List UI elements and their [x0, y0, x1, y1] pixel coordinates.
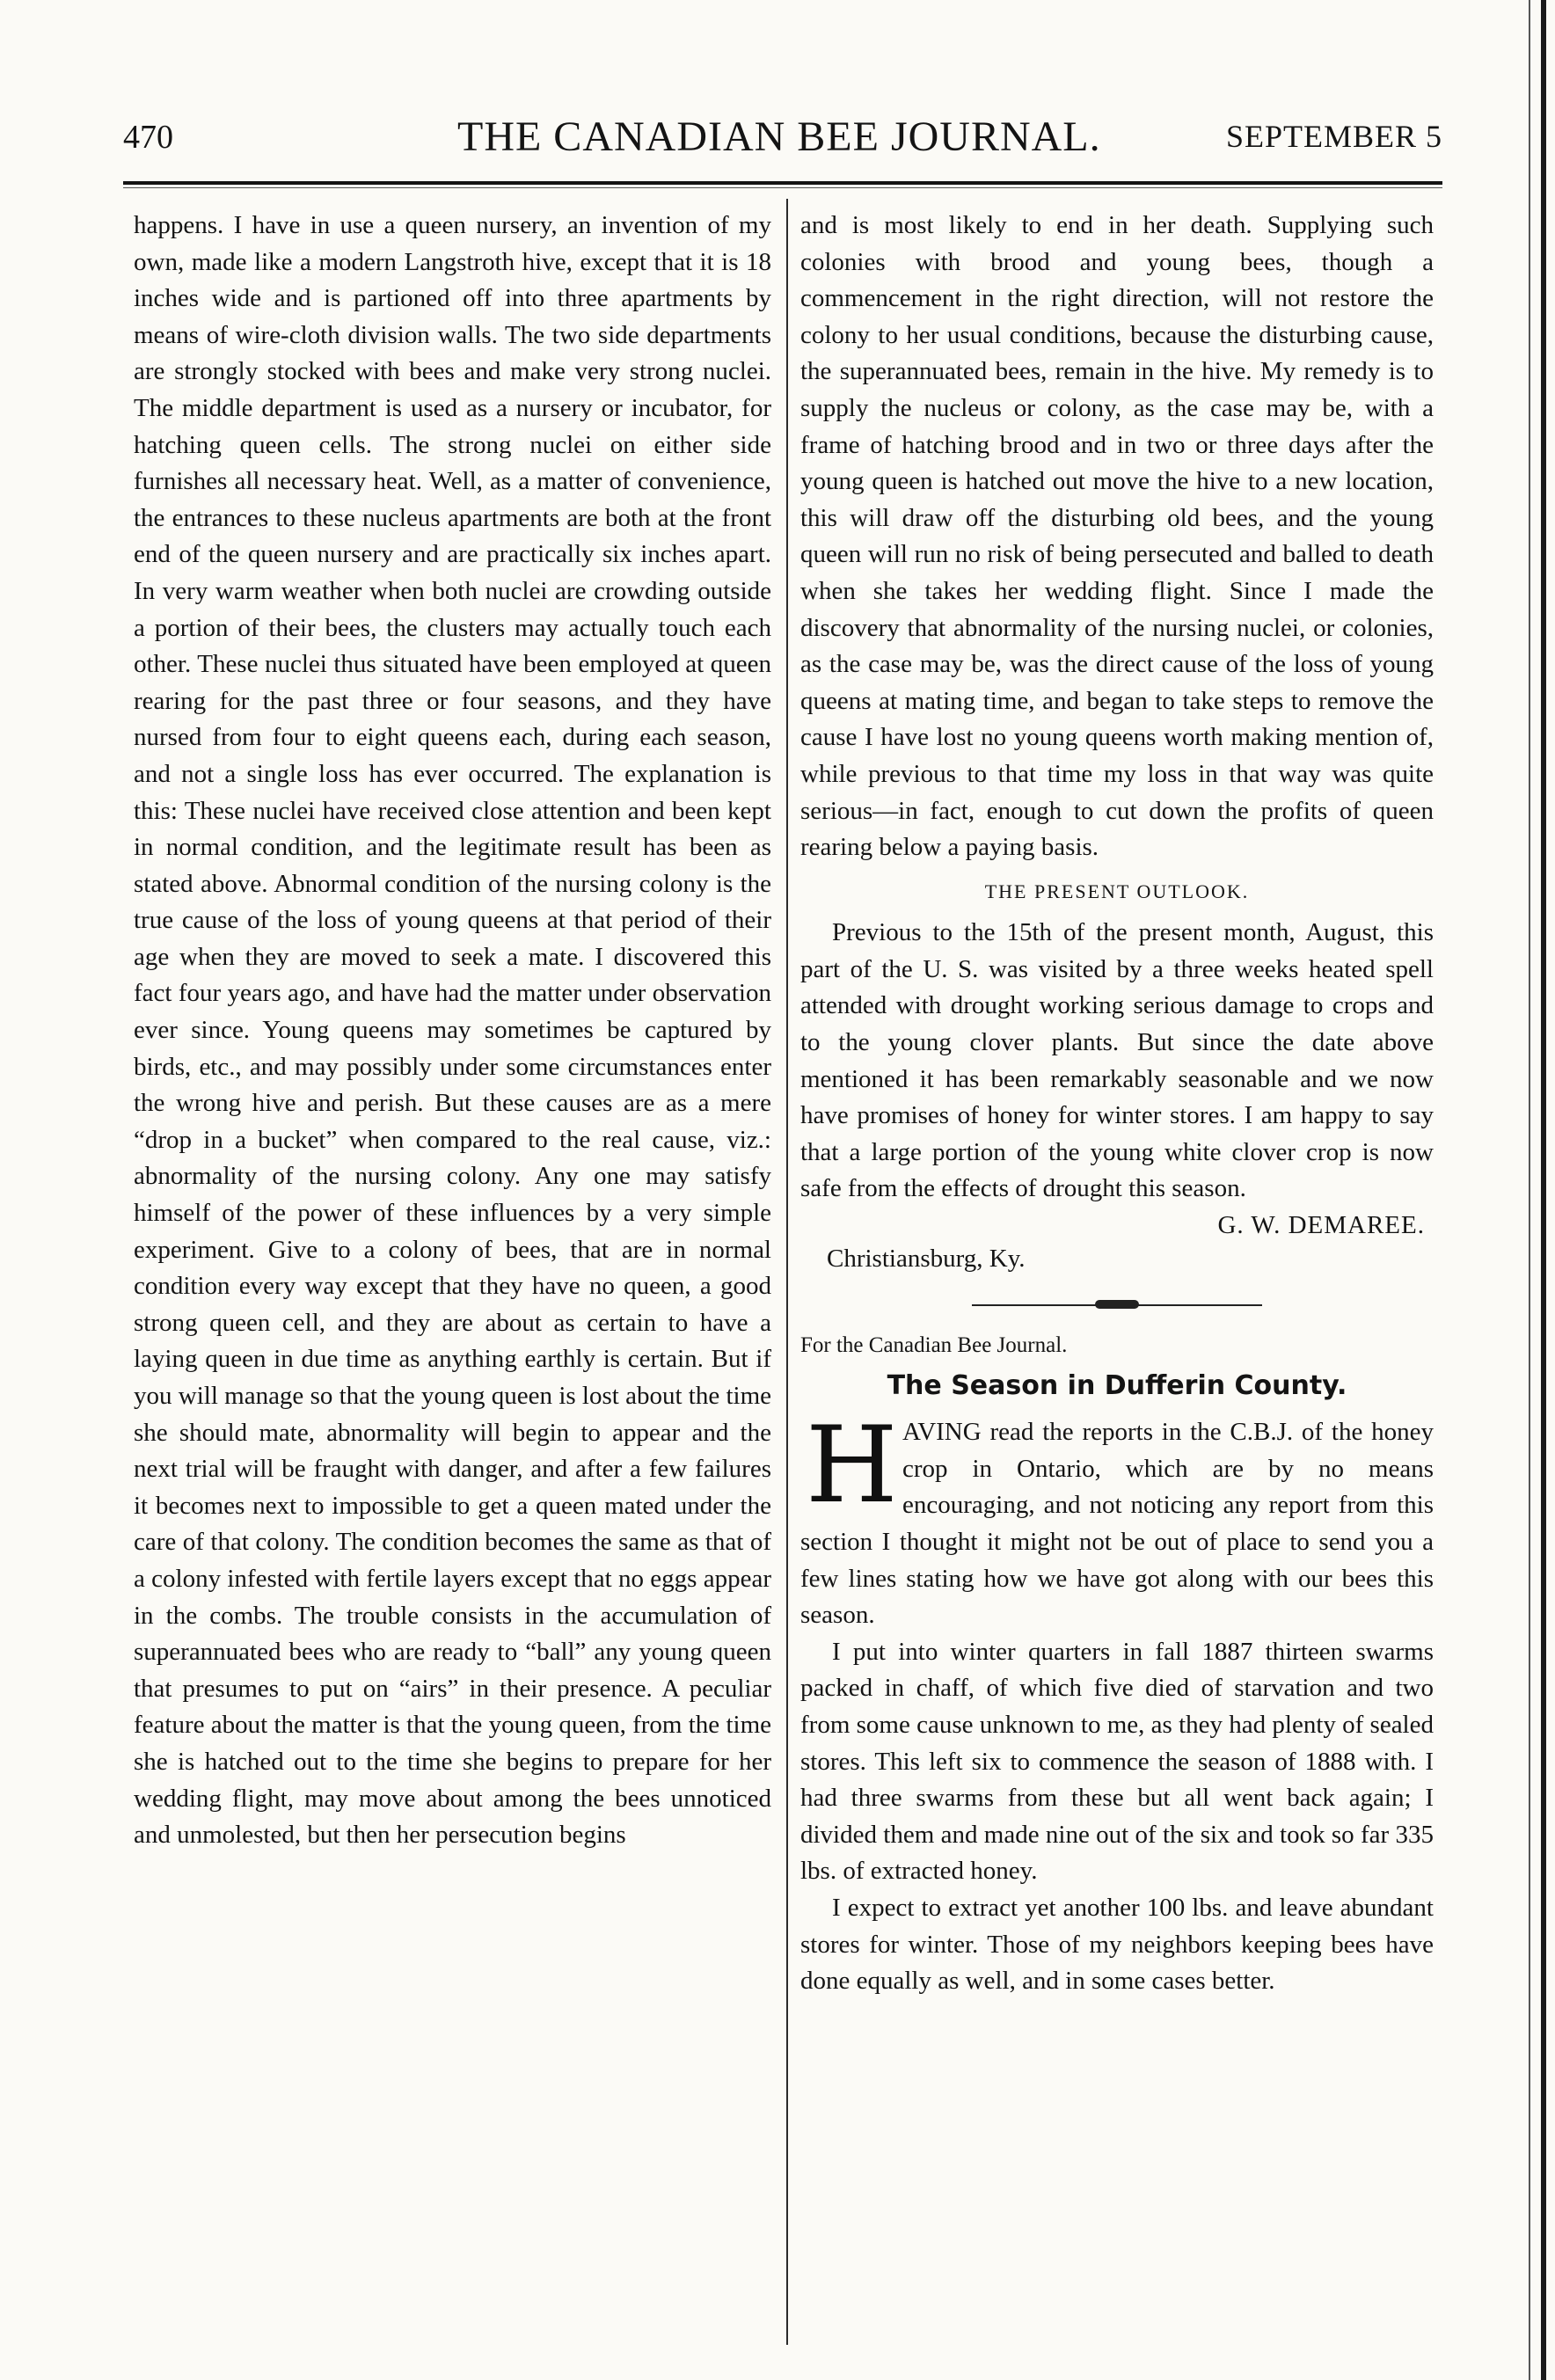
outlook-paragraph: Previous to the 15th of the present month, August, this part of the U. S. was visited by a three weeks heated spell attended with drought working serious damage to crops and to the young clover plants. But since the date above mentioned it has been remarkably seasonable and we now have promises of honey for winter stores. I am happy to say that a large portion of the young white clover crop is now safe from the effects of drought this season.: [800, 918, 1434, 1203]
page-edge-rule-thin: [1529, 0, 1530, 2380]
article-paragraph-2: I put into winter quarters in fall 1887 thirteen swarms packed in chaff, of which five died of starvation and two from some cause unknown to me, as they had plenty of sealed stores. This left six to commence the season of 1888 with. I had three swarms from these but all went back again; I divided them and made nine out of the six and took so far 335 lbs. of extracted honey.: [800, 1637, 1434, 1886]
ornament-divider: [800, 1283, 1434, 1327]
left-column: [134, 208, 771, 1854]
page-edge-rule: [1541, 0, 1546, 2380]
page-header: [123, 113, 1442, 174]
header-rule: [123, 181, 1442, 185]
ornament-bar: [972, 1304, 1262, 1306]
article-paragraph-1: AVING read the reports in the C.B.J. of the honey crop in Ontario, which are by no means encouraging, and not noticing any report from this section I thought it might not be out of place to send you a few lines stating how we have got along with our bees this season.: [800, 1418, 1434, 1630]
article-body: [800, 1405, 1434, 1634]
author-name: G. W. DEMAREE.: [1217, 1211, 1425, 1240]
right-column: [800, 208, 1434, 2000]
column-divider: [786, 199, 788, 2345]
drop-cap-letter: H: [806, 1405, 898, 1528]
author-place: Christiansburg, Ky.: [827, 1245, 1026, 1274]
signature-block: [800, 1208, 1434, 1278]
issue-date: SEPTEMBER 5: [1225, 119, 1442, 154]
article-title: The Season in Dufferin County.: [887, 1369, 1347, 1401]
section-subheading: THE PRESENT OUTLOOK.: [984, 880, 1250, 902]
left-paragraph: happens. I have in use a queen nursery, an invention of my own, made like a modern Langstroth hive, except that it is 18 inches wide and is partioned off into three apartments by means of wire-cloth division walls. The two side departments are strongly stocked with bees and make very strong nuclei. The middle department is used as a nursery or incubator, for hatching queen cells. The strong nuclei on either side furnishes all necessary heat. Well, as a matter of convenience, the entrances to these nucleus apartments are both at the front end of the queen nursery and are practically six inches apart. In very warm weather when both nuclei are crowding outside a portion of their bees, the clusters may actually touch each other. These nuclei thus situated have been employed at queen rearing for the past three or four seasons, and they have nursed from four to eight queens each, during each season, and not a single loss has ever occurred. The explanation is this: These nuclei have received close attention and been kept in normal condition, and the legitimate result has been as stated above. Abnormal condition of the nursing colony is the true cause of the loss of young queens at that period of their age when they are moved to seek a mate. I discovered this fact four years ago, and have had the matter under observation ever since. Young queens may sometimes be captured by birds, etc., and may possibly under some circumstances enter the wrong hive and perish. But these causes are as a mere “drop in a bucket” when compared to the real cause, viz.: abnormality of the nursing colony. Any one may satisfy himself of the power of these influences by a very simple experiment. Give to a colony of bees, that are in normal condition every way except that they have no queen, a good strong queen cell, and they are about as certain to have a laying queen in due time as anything earthly is certain. But if you will manage so that the young queen is lost about the time she should mate, abnormality will begin to appear and the next trial will be fraught with danger, and after a few failures it becomes next to impossible to get a queen mated under the care of that colony. The condition becomes the same as that of a colony infested with fertile layers except that no eggs appear in the combs. The trouble consists in the accumulation of superannuated bees who are ready to “ball” any young queen that presumes to put on “airs” in their presence. A peculiar feature about the matter is that the young queen, from the time she is hatched out to the time she begins to prepare for her wedding flight, may move about among the bees unnoticed and unmolested, but then her persecution begins: [134, 211, 771, 1850]
journal-title: THE CANADIAN BEE JOURNAL.: [457, 113, 1101, 160]
page-number: 470: [123, 119, 173, 156]
article-paragraph-3: I expect to extract yet another 100 lbs. and leave abundant stores for winter. Those of my neighbors keeping bees have done equally as well, and in some cases better.: [800, 1893, 1434, 1996]
header-rule-thin: [123, 187, 1442, 188]
continuation-paragraph: and is most likely to end in her death. Supplying such colonies with brood and young bees, though a commencement in the right direction, will not restore the colony to her usual conditions, because the disturbing cause, the superannuated bees, remain in the hive. My remedy is to supply the nucleus or colony, as the case may be, with a frame of hatching brood and in two or three days after the young queen is hatched out move the hive to a new location, this will draw off the disturbing old bees, and the young queen will run no risk of being persecuted and balled to death when she takes her wedding flight. Since I made the discovery that abnormality of the nursing nuclei, or colonies, as the case may be, was the direct cause of the loss of young queens at mating time, and began to take steps to remove the cause I have lost no young queens worth making mention of, while previous to that time my loss in that way was quite serious—in fact, enough to cut down the profits of queen rearing below a paying basis.: [800, 211, 1434, 862]
source-note: For the Canadian Bee Journal.: [800, 1333, 1068, 1358]
